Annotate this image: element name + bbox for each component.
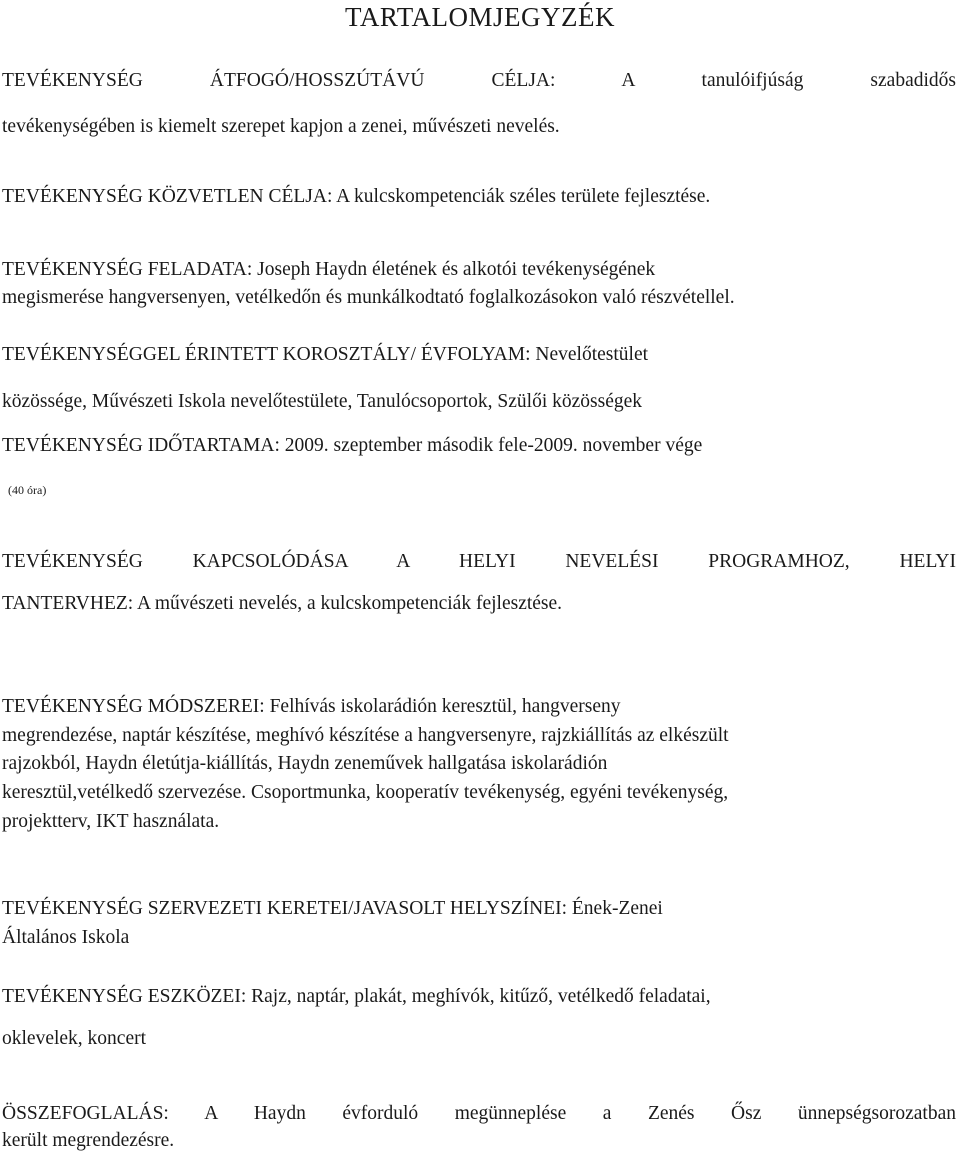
methods-line-2: megrendezése, naptár készítése, meghívó készítése a hangversenyre, rajzkiállítás az elkészült (2, 725, 729, 746)
methods-line-4: keresztül,vetélkedő szervezése. Csoportmunka, kooperatív tevékenység, egyéni tevékenység, (2, 782, 729, 803)
duration-hours: (40 óra) (8, 483, 47, 497)
summary-line-2: került megrendezésre. (2, 1130, 175, 1151)
target-group-line-2: közössége, Művészeti Iskola nevelőtestülete, Tanulócsoportok, Szülői közösségek (2, 391, 643, 412)
curriculum-link-line-2: TANTERVHEZ: A művészeti nevelés, a kulcskompetenciák fejlesztése. (2, 593, 563, 614)
goal-overall-line-1: TEVÉKENYSÉG ÁTFOGÓ/HOSSZÚTÁVÚ CÉLJA: A tanulóifjúság szabadidős (2, 70, 956, 91)
methods-line-1: TEVÉKENYSÉG MÓDSZEREI: Felhívás iskolarádión keresztül, hangverseny (2, 696, 621, 717)
venue-line-1: TEVÉKENYSÉG SZERVEZETI KERETEI/JAVASOLT HELYSZÍNEI: Ének-Zenei (2, 898, 663, 919)
tools-line-2: oklevelek, koncert (2, 1028, 147, 1049)
goal-direct-line: TEVÉKENYSÉG KÖZVETLEN CÉLJA: A kulcskompetenciák széles területe fejlesztése. (2, 186, 711, 207)
methods-line-5: projektterv, IKT használata. (2, 811, 220, 832)
task-line-2: megismerése hangversenyen, vetélkedőn és munkálkodtató foglalkozásokon való részvétellel. (2, 287, 735, 308)
target-group-line-1: TEVÉKENYSÉGGEL ÉRINTETT KOROSZTÁLY/ ÉVFOLYAM: Nevelőtestület (2, 344, 649, 365)
curriculum-link-line-1: TEVÉKENYSÉG KAPCSOLÓDÁSA A HELYI NEVELÉSI PROGRAMHOZ, HELYI (2, 551, 956, 572)
task-line-1: TEVÉKENYSÉG FELADATA: Joseph Haydn életének és alkotói tevékenységének (2, 259, 656, 280)
duration-line: TEVÉKENYSÉG IDŐTARTAMA: 2009. szeptember második fele-2009. november vége (2, 435, 703, 456)
tools-line-1: TEVÉKENYSÉG ESZKÖZEI: Rajz, naptár, plakát, meghívók, kitűző, vetélkedő feladatai, (2, 986, 711, 1007)
goal-overall-line-2: tevékenységében is kiemelt szerepet kapjon a zenei, művészeti nevelés. (2, 116, 560, 137)
summary-line-1: ÖSSZEFOGLALÁS: A Haydn évforduló megünneplése a Zenés Ősz ünnepségsorozatban (2, 1103, 956, 1124)
methods-line-3: rajzokból, Haydn életútja-kiállítás, Haydn zeneművek hallgatása iskolarádión (2, 753, 608, 774)
page-title: TARTALOMJEGYZÉK (344, 2, 616, 32)
venue-line-2: Általános Iskola (2, 927, 130, 948)
